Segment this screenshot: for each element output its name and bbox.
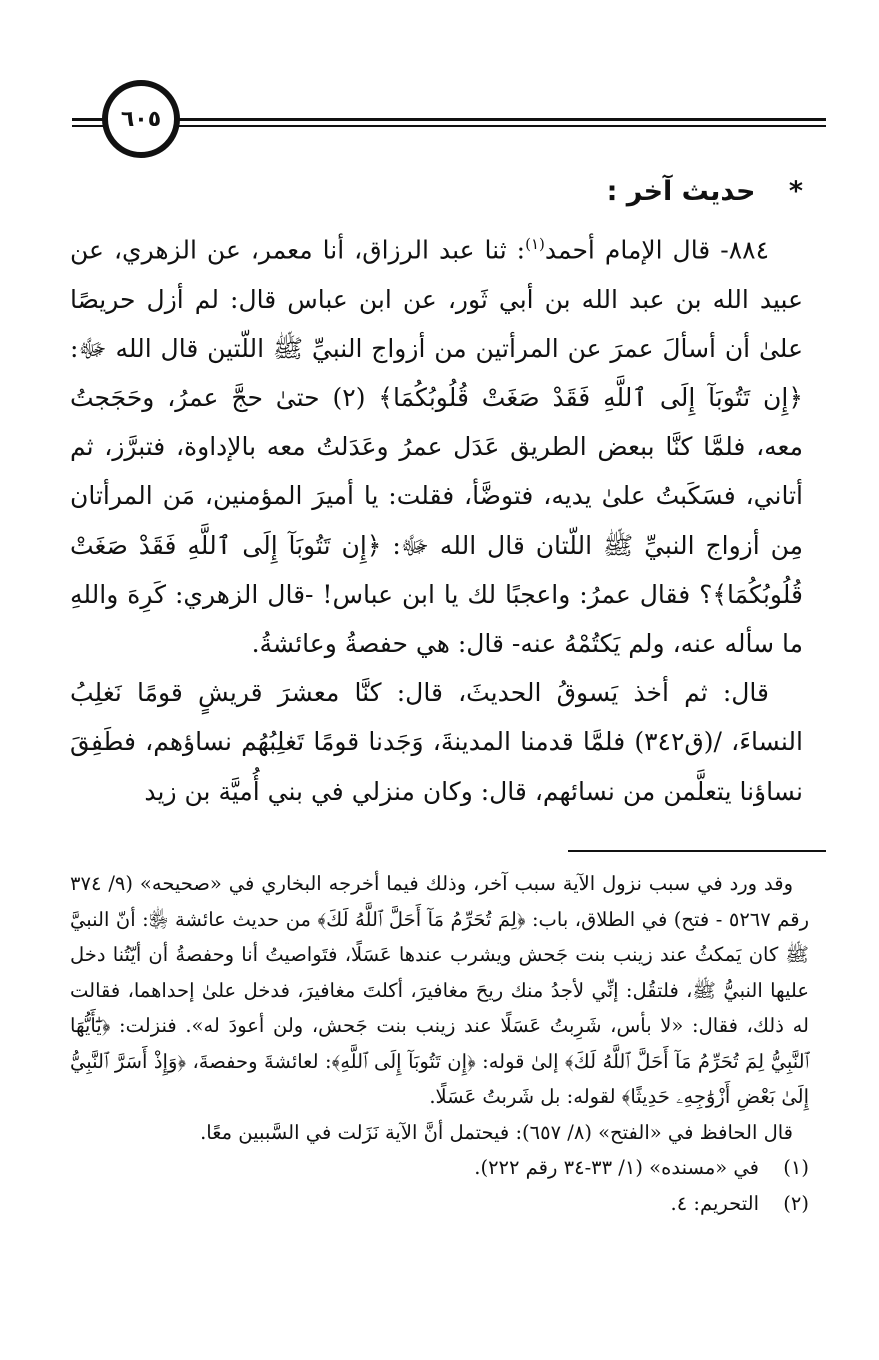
footnote-number: (١) [783, 1156, 809, 1179]
footnote-2 [70, 1186, 809, 1222]
footnote-hafiz-comment: قال الحافظ في «الفتح» (٨/ ٦٥٧): فيحتمل أنَّ الآية نَزَلت في السَّببين معًا. [200, 1120, 793, 1144]
hadith-text-1: : ثنا عبد الرزاق، أنا معمر، عن الزهري، عن عبيد الله بن عبد الله بن أبي ثَور، عن ابن عباس قال: لم أزل حريصًا علىٰ أن أسألَ عمرَ عن المرأتين من أزواج النبيِّ ﷺ اللّتين قال الله ﷻ: ﴿إِن تَتُوبَآ إِلَى ٱللَّهِ فَقَدْ صَغَتْ قُلُوبُكُمَا﴾ (٢) حتىٰ حجَّ عمرُ، وحَجَجتُ معه، فلمَّا كنَّا ببعض الطريق عَدَل عمرُ وعَدَلتُ معه بالإداوة، فتبرَّز، ثم أتاني، فسَكَبتُ علىٰ يديه، فتوضَّأ، فقلت: يا أميرَ المؤمنين، مَن المرأتان مِن أزواج النبيِّ ﷺ اللّتان قال الله ﷻ: ﴿إِن تَتُوبَآ إِلَى ٱللَّهِ فَقَدْ صَغَتْ قُلُوبُكُمَا﴾؟ فقال عمرُ: واعجبًا لك يا ابن عباس! -قال الزهري: كَرِهَ واللهِ ما سأله عنه، ولم يَكتُمْهُ عنه- قال: هي حفصةُ وعائشةُ. [70, 235, 803, 658]
footnote-number: (٢) [783, 1191, 809, 1215]
header-rule-thin [72, 125, 826, 127]
footnote-text: التحريم: ٤. [670, 1191, 759, 1215]
hadith-number-and-narrator: ٨٨٤- قال الإمام أحمد [544, 235, 770, 265]
page-number: ٦٠٥ [120, 106, 162, 132]
heading-star: * [788, 176, 803, 207]
hadith-paragraph-2 [70, 668, 803, 816]
footnote-ref-1: (١) [525, 235, 545, 253]
footnotes [70, 866, 809, 1221]
heading-title: حديث آخر : [606, 176, 756, 207]
footnote-carry-over: وقد ورد في سبب نزول الآية سبب آخر، وذلك فيما أخرجه البخاري في «صحيحه» (٩/ ٣٧٤ رقم ٥٢٦٧ - فتح) في الطلاق، باب: ﴿لِمَ تُحَرِّمُ مَآ أَحَلَّ ٱللَّهُ لَكَ﴾ من حديث عائشة ﵂: أنّ النبيَّ ﷺ كان يَمكثُ عند زينب بنت جَحش ويشرب عندها عَسَلًا، فتَواصيتُ أنا وحفصةُ أن أيّتُنا دخل عليها النبيُّ ﷺ، فلتقُل: إنِّي لأجدُ منك ريحَ مغافيرَ، أكلتَ مغافيرَ، فدخل علىٰ إحداهما، فقالت له ذلك، فقال: «لا بأس، شَرِبتُ عَسَلًا عند زينب بنت جَحش، ولن أعودَ له». فنزلت: ﴿يَٰٓأَيُّهَا ٱلنَّبِيُّ لِمَ تُحَرِّمُ مَآ أَحَلَّ ٱللَّهُ لَكَ﴾ إلىٰ قوله: ﴿إِن تَتُوبَآ إِلَى ٱللَّهِ﴾: لعائشةَ وحفصةَ، ﴿وَإِذْ أَسَرَّ ٱلنَّبِيُّ إِلَىٰ بَعْضِ أَزْوَٰجِهِۦ حَدِيثًا﴾ لقوله: بل شَربتُ عَسَلًا. [70, 872, 809, 1108]
main-text [70, 170, 803, 816]
header-rule-thick [72, 118, 826, 121]
footnote-text: في «مسنده» (١/ ٣٣-٣٤ رقم ٢٢٢). [474, 1156, 759, 1179]
hadith-paragraph-1 [70, 220, 803, 668]
section-heading [70, 170, 803, 214]
footnote-1 [70, 1150, 809, 1186]
page-number-badge [102, 80, 180, 158]
hadith-text-2: قال: ثم أخذ يَسوقُ الحديثَ، قال: كنَّا معشرَ قريشٍ قومًا نَغلِبُ النساءَ، /(ق٣٤٢) فلمَّا قدمنا المدينةَ، وَجَدنا قومًا تَغلِبُهُم نساؤهم، فطَفِقَ نساؤنا يتعلَّمن من نسائهم، قال: وكان منزلي في بني أُميَّة بن زيد [70, 678, 803, 806]
footnote-divider [568, 850, 826, 852]
